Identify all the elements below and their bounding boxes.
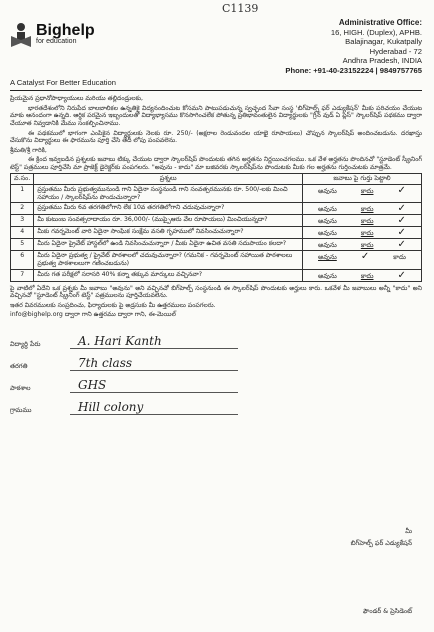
school-field[interactable]	[10, 371, 422, 393]
check-mark-icon: ✓	[397, 185, 406, 197]
answer-no[interactable]: కాదు	[393, 253, 406, 262]
question-number: 6	[11, 251, 34, 269]
brand-block	[10, 18, 116, 87]
field-label: పాఠశాల	[10, 383, 31, 392]
village-value: Hill colony	[70, 400, 238, 415]
school-value: GHS	[70, 378, 238, 393]
address-line: Hyderabad - 72	[369, 46, 422, 56]
field-label: తరగతి	[10, 361, 28, 370]
col-header-answer: జవాబు పై గుర్తు పెట్టాలి	[303, 174, 422, 185]
question-text: మీరు ఏదైనా ప్రభుత్వ / ప్రైవేట్ పాఠశాలలో చదువుచున్నారా? (గమనిక - గవర్నమెంట్ సహాయిత పాఠశాలలు ప్రభుత్వ పాఠశాలలుగా గణించబడును)	[34, 251, 303, 269]
answer-cell[interactable]	[303, 239, 422, 251]
answer-yes[interactable]: అవును	[318, 253, 337, 262]
question-number: 3	[11, 215, 34, 227]
header-divider	[10, 90, 422, 91]
table-row	[11, 185, 422, 203]
col-header-serial: వ.సం.	[11, 174, 34, 185]
answer-no[interactable]: కాదు	[360, 187, 374, 196]
question-number: 5	[11, 239, 34, 251]
letter-paragraph-3: ఈ క్రింద ఇవ్వబడిన ప్రశ్నలకు జవాబు టిక్కు చేయుట ద్వారా స్కాలర్‌షిప్ పొందుటకు తగిన అర్హతను నిర్ణయించగలము. ఒక వేళ అర్హతను పొందినచో "స్టూడెంట్ స్క్రీనింగ్ టెస్ట్" పత్రములు పూర్తిచేసి మా ప్రాజెక్ట్ డైరెక్టర్‌కు పంపగలరు. "అవును - కాదు" మా బజివరకు స్కాలర్‌షిప్‌ను పొందుటకు మీకు గల అర్హతను గుర్తించుటకు మాత్రమే.	[10, 156, 422, 171]
brand-tagline: A Catalyst For Better Education	[10, 78, 116, 87]
table-row	[11, 227, 422, 239]
question-text: మీరు గత పరీక్షలో సరాసరి 40% కన్నా తక్కువ మార్కులు వచ్చినవా?	[34, 269, 303, 281]
check-mark-icon: ✓	[397, 239, 406, 251]
answer-cell[interactable]	[303, 185, 422, 203]
answer-cell[interactable]	[303, 203, 422, 215]
table-row	[11, 269, 422, 281]
table-row	[11, 203, 422, 215]
student-details	[10, 327, 422, 415]
answer-cell[interactable]	[303, 227, 422, 239]
answer-cell[interactable]	[303, 269, 422, 281]
answer-yes[interactable]: అవును	[318, 229, 337, 238]
brand-subtitle: for education	[36, 37, 77, 45]
question-text: ప్రస్తుతము మీరు 6వ తరగతిలోగాని లేక 10వ తరగతిలోగాని చదువుచున్నారా?	[34, 203, 303, 215]
answer-no[interactable]: కాదు	[360, 229, 374, 238]
salutation: ప్రియమైన ప్రధానోపాధ్యాయులు మరియు తల్లిదండ్రులకు,	[10, 95, 143, 103]
office-address	[285, 18, 422, 87]
question-text: మీ కుటుంబ సంవత్సరాదాయం రూ. 36,000/- (ముప్పైఆరు వేల రూపాయలు) మించియున్నదా?	[34, 215, 303, 227]
answer-cell[interactable]	[303, 251, 422, 269]
answer-no[interactable]: కాదు	[360, 217, 374, 226]
instructions	[10, 285, 422, 319]
address-line: Balajinagar, Kukatpally	[345, 37, 422, 47]
instruction-paragraph: పై వాటిలో ఏదేని ఒక ప్రశ్నకు మీ జవాబు "అవును" అని వచ్చినచో బిగ్‌హెల్ప్ సంస్థనుండి ఈ స్కాలర్‌షిప్ పొందుటకు అర్హులు కారు. ఒకవేళ మీ జవాబులు అన్నీ "కాదు" అని వచ్చినచో "స్టూడెంట్ స్క్రీనింగ్ టెస్ట్" పత్రములను పూర్తిచేయవలెను.	[10, 284, 422, 300]
check-mark-icon: ✓	[397, 227, 406, 239]
question-number: 4	[11, 227, 34, 239]
answer-yes[interactable]: అవును	[318, 271, 337, 280]
answer-no[interactable]: కాదు	[360, 271, 374, 280]
table-row	[11, 215, 422, 227]
question-rows	[11, 185, 422, 281]
office-title: Administrative Office:	[338, 18, 422, 27]
eligibility-table	[10, 173, 422, 281]
answer-yes[interactable]: అవును	[318, 241, 337, 250]
contact-paragraph: ఇతర వివరములకు సంప్రదించు, ఫిర్యాదులకు పై అడ్రసుకు మీ ఉత్తరములు పంపగలరు.	[10, 301, 216, 309]
question-number: 7	[11, 269, 34, 281]
answer-yes[interactable]: అవును	[318, 217, 337, 226]
check-mark-icon: ✓	[397, 269, 406, 281]
answer-no[interactable]: కాదు	[360, 241, 374, 250]
question-text: మీకు గవర్నమెంట్ వారి ఏదైనా సాంఘిక సంక్షేమ వసతి గృహములో నివసించుచున్నారా?	[34, 227, 303, 239]
question-text: మీరు ఏదైనా ప్రైవేట్ హాస్టల్‌లో ఉండి నివసించుచున్నారా / మీకు ఏదైనా ఉచిత వసతి సదుపాయం కలదా?	[34, 239, 303, 251]
question-number: 1	[11, 185, 34, 203]
reader-logo-icon	[10, 22, 32, 48]
answer-yes[interactable]: అవును	[318, 187, 337, 196]
letter-paragraph-2: ఈ పథకములో భాగంగా ఎంపికైన విద్యార్థులకు నెలకు రూ. 250/- (అక్షరాల రెండువందల యాభై రూపాయలు) చొప్పున స్కాలర్‌షిప్ అందించబడును. దరఖాస్తు చేసుకొను విద్యార్థులు ఈ ఫారమును పూర్తి చేసి తేదీ లోపు పంపవలెను.	[10, 129, 422, 145]
table-row	[11, 239, 422, 251]
handwritten-reference: C1139	[222, 2, 259, 15]
field-label: గ్రామము	[10, 405, 32, 414]
letter-paragraph-1: భారతదేశంలోని నిరుపేద బాలబాలికల ఉన్నతికై విద్యనందించుట కోసమని పాటుపడుచున్న స్వచ్ఛంద సేవా సంస్థ 'బిగ్‌హెల్ప్ ఫర్ ఎడ్యుకేషన్' మీకు పరిచయం చేయుట మాకు ఆనందంగా ఉన్నది. ఆర్థిక పరమైన ఇబ్బందులతో విద్యాభ్యాసము కొనసాగించలేక పోతున్న ప్రతిభావంతులైన విద్యార్థులకు "గ్రీన్ వుడ్ ఏ ప్లెస్" స్కాలర్‌షిప్ పథకము ద్వారా చేయూత నివ్వడానికి మేము సంకల్పించినాము.	[10, 104, 422, 127]
brand-logo	[10, 22, 116, 48]
check-mark-icon: ✓	[397, 215, 406, 227]
addressee: శ్రీమతి/శ్రీ గారికి,	[10, 146, 47, 154]
closing: మీ	[405, 527, 412, 535]
email-paragraph: info@bighelp.org ద్వారా గాని ఉత్తరము ద్వారా గాని, ఈ-మెయిల్	[10, 311, 176, 319]
table-row	[11, 251, 422, 269]
question-text: ప్రస్తుతము మీరు ప్రభుత్వమునుండి గాని ఏదైనా సంస్థనుండి గాని సంవత్సరమునకు రూ. 500/-లకు మించి సహాయం / స్కాలర్‌షిప్‌ను పొందుచున్నారా?	[34, 185, 303, 203]
org-signature: బిగ్‌హెల్ప్ ఫర్ ఎడ్యుకేషన్	[350, 539, 412, 547]
letterhead	[10, 18, 422, 87]
address-line: 16, HIGH. (Duplex), APHB.	[330, 27, 422, 37]
address-line: Andhra Pradesh, INDIA	[342, 56, 422, 66]
answer-no[interactable]: కాదు	[360, 205, 374, 214]
check-mark-icon: ✓	[360, 251, 370, 263]
brand-name: Bighelp	[36, 21, 95, 39]
answer-cell[interactable]	[303, 215, 422, 227]
field-label: విద్యార్థి పేరు	[10, 339, 41, 348]
class-value: 7th class	[70, 356, 238, 371]
office-phone: Phone: +91-40-23152224 | 9849757765	[285, 65, 422, 75]
student-name-field[interactable]	[10, 327, 422, 349]
col-header-question: ప్రశ్నలు	[34, 174, 303, 185]
village-field[interactable]	[10, 393, 422, 415]
founder-title: ఫౌండర్ & ప్రెసిడెంట్	[362, 607, 412, 615]
student-name-value: A. Hari Kanth	[70, 334, 238, 349]
question-number: 2	[11, 203, 34, 215]
check-mark-icon: ✓	[397, 203, 406, 215]
class-field[interactable]	[10, 349, 422, 371]
answer-yes[interactable]: అవును	[318, 205, 337, 214]
